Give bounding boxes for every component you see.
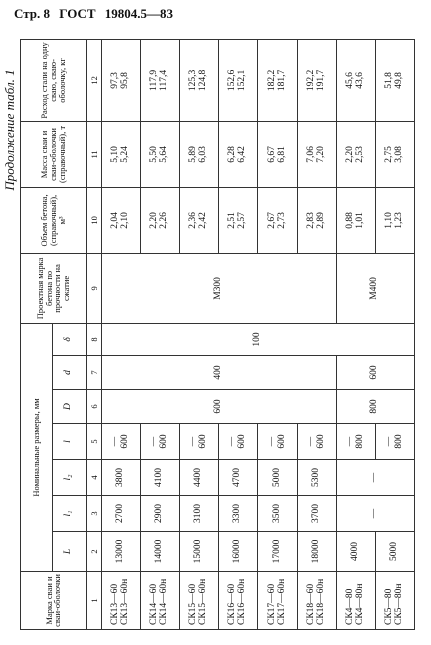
col-header-l2: l₂ xyxy=(52,460,86,496)
col-header-steel: Расход стали на одну сваю, сваю-оболочку, кг xyxy=(21,39,87,121)
cell-L: 16000 xyxy=(219,532,258,572)
cell-l2: 4100 xyxy=(141,460,180,496)
cell-L: 17000 xyxy=(258,532,297,572)
col-header-mass: Масса сваи и сваи-оболочки (справочный), т xyxy=(21,121,87,187)
cell-l: — 600 xyxy=(219,424,258,460)
col-number: 5 xyxy=(86,424,101,460)
col-header-grade: Проектная марка бетона по прочности на сжатие xyxy=(21,253,87,323)
cell-mass: 6,67 6,81 xyxy=(258,121,297,187)
cell-grade-merged: М300 xyxy=(101,253,336,323)
cell-l2: 4400 xyxy=(180,460,219,496)
cell-mass: 5,50 5,64 xyxy=(141,121,180,187)
col-header-volume: Объем бетона, (справочный), м³ xyxy=(21,187,87,253)
cell-steel: 182,2 181,7 xyxy=(258,39,297,121)
cell-l: — 600 xyxy=(101,424,140,460)
cell-l2: 5000 xyxy=(258,460,297,496)
page-header xyxy=(14,6,179,22)
cell-l1: 2700 xyxy=(101,496,140,532)
cell-volume: 2,20 2,26 xyxy=(141,187,180,253)
table-row xyxy=(101,39,140,629)
cell-l1: — xyxy=(336,496,414,532)
cell-volume: 2,83 2,89 xyxy=(297,187,336,253)
column-number-row xyxy=(86,39,101,629)
col-header-l1: l₁ xyxy=(52,496,86,532)
cell-L: 15000 xyxy=(180,532,219,572)
cell-steel: 51,8 49,8 xyxy=(375,39,414,121)
cell-D-merged: 800 xyxy=(336,390,414,424)
cell-mark: СК16—60 СК16—60н xyxy=(219,572,258,630)
col-number: 4 xyxy=(86,460,101,496)
col-number: 10 xyxy=(86,187,101,253)
cell-mark: СК18—60 СК18—60н xyxy=(297,572,336,630)
col-header-nominal: Номинальные размеры, мм xyxy=(21,323,53,571)
col-header-D: D xyxy=(52,390,86,424)
cell-volume: 2,51 2,57 xyxy=(219,187,258,253)
pile-dimensions-table xyxy=(20,39,415,630)
cell-l: — 600 xyxy=(141,424,180,460)
cell-steel: 152,6 152,1 xyxy=(219,39,258,121)
col-header-l: l xyxy=(52,424,86,460)
page-number: Стр. 8 xyxy=(14,6,50,21)
cell-mark: СК13—60 СК13—60н xyxy=(101,572,140,630)
cell-mass: 5,10 5,24 xyxy=(101,121,140,187)
cell-l: — 800 xyxy=(375,424,414,460)
cell-volume: 2,67 2,73 xyxy=(258,187,297,253)
cell-l1: 3100 xyxy=(180,496,219,532)
cell-volume: 1,10 1,23 xyxy=(375,187,414,253)
continuation-label: Продолжение табл. 1 xyxy=(2,69,17,191)
cell-mark: СК17—60 СК17—60н xyxy=(258,572,297,630)
gost-label: ГОСТ xyxy=(59,6,96,21)
col-number: 1 xyxy=(86,572,101,630)
col-number: 9 xyxy=(86,253,101,323)
cell-volume: 0,88 1,01 xyxy=(336,187,375,253)
cell-l1: 3700 xyxy=(297,496,336,532)
cell-l2: 4700 xyxy=(219,460,258,496)
cell-mass: 2,20 2,53 xyxy=(336,121,375,187)
cell-l1: 3500 xyxy=(258,496,297,532)
cell-volume: 2,36 2,42 xyxy=(180,187,219,253)
cell-L: 5000 xyxy=(375,532,414,572)
gost-number: 19804.5—83 xyxy=(104,6,174,21)
cell-steel: 117,9 117,4 xyxy=(141,39,180,121)
cell-l: — 600 xyxy=(258,424,297,460)
col-number: 12 xyxy=(86,39,101,121)
cell-L: 4000 xyxy=(336,532,375,572)
cell-l1: 2900 xyxy=(141,496,180,532)
table-continuation xyxy=(2,50,18,210)
col-number: 3 xyxy=(86,496,101,532)
cell-steel: 45,6 43,6 xyxy=(336,39,375,121)
cell-l1: 3300 xyxy=(219,496,258,532)
cell-l: — 600 xyxy=(297,424,336,460)
cell-mark: СК5—80 СК5—80н xyxy=(375,572,414,630)
cell-l2: — xyxy=(336,460,414,496)
cell-mark: СК15—60 СК15—60н xyxy=(180,572,219,630)
cell-steel: 125,3 124,8 xyxy=(180,39,219,121)
cell-mass: 2,75 3,08 xyxy=(375,121,414,187)
cell-L: 13000 xyxy=(101,532,140,572)
cell-mass: 7,06 7,20 xyxy=(297,121,336,187)
cell-d-merged: 400 xyxy=(101,356,336,390)
cell-steel: 192,2 191,7 xyxy=(297,39,336,121)
rotated-table-wrapper xyxy=(20,40,415,630)
cell-mark: СК14—60 СК14—60н xyxy=(141,572,180,630)
cell-l2: 3800 xyxy=(101,460,140,496)
cell-l2: 5300 xyxy=(297,460,336,496)
col-number: 2 xyxy=(86,532,101,572)
cell-l: — 600 xyxy=(180,424,219,460)
col-number: 7 xyxy=(86,356,101,390)
col-header-L: L xyxy=(52,532,86,572)
cell-steel: 97,3 95,8 xyxy=(101,39,140,121)
col-header-d: d xyxy=(52,356,86,390)
cell-d-merged: 600 xyxy=(336,356,414,390)
col-number: 11 xyxy=(86,121,101,187)
cell-volume: 2,04 2,10 xyxy=(101,187,140,253)
cell-l: — 800 xyxy=(336,424,375,460)
col-header-delta: δ xyxy=(52,323,86,355)
cell-mass: 6,28 6,42 xyxy=(219,121,258,187)
cell-L: 14000 xyxy=(141,532,180,572)
col-number: 8 xyxy=(86,323,101,355)
cell-mark: СК4—80 СК4—80н xyxy=(336,572,375,630)
cell-L: 18000 xyxy=(297,532,336,572)
col-number: 6 xyxy=(86,390,101,424)
cell-mass: 5,89 6,03 xyxy=(180,121,219,187)
cell-grade-merged: М400 xyxy=(336,253,414,323)
col-header-mark: Марка сваи и сваи-оболочки xyxy=(21,572,87,630)
cell-delta-merged: 100 xyxy=(101,323,414,355)
cell-D-merged: 600 xyxy=(101,390,336,424)
